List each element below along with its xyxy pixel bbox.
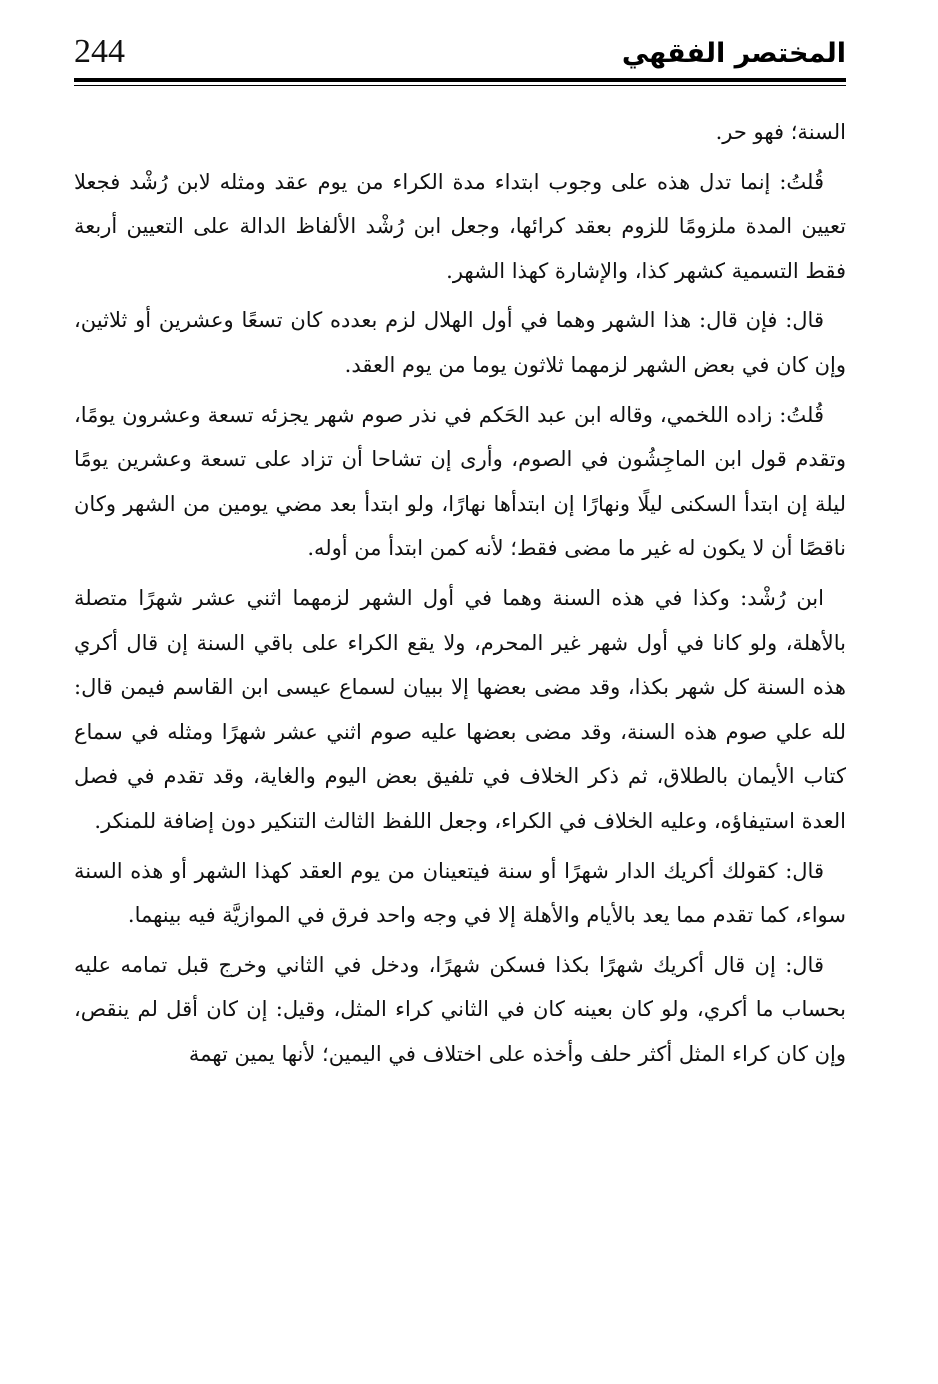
running-title: المختصر الفقهي — [621, 38, 846, 69]
header-rule-thick — [74, 78, 846, 82]
paragraph-4: قُلتُ: زاده اللخمي، وقاله ابن عبد الحَكم في نذر صوم شهر يجزئه تسعة وعشرون يومًا، وتقدم قول ابن الماجِشُون في الصوم، وأرى إن تشاحا أن تزاد على تسعة وعشرين يومًا ليلة إن ابتدأ السكنى ليلًا ونهارًا إن ابتدأها نهارًا، ولو ابتدأ بعد مضي يومين من الشهر وكان ناقصًا أن لا يكون له غير ما مضى فقط؛ لأنه كمن ابتدأ من أوله. — [74, 402, 846, 561]
paragraph-2: قُلتُ: إنما تدل هذه على وجوب ابتداء مدة الكراء من يوم عقد ومثله لابن رُشْد فجعلا تعيين المدة ملزومًا للزوم بعقد كرائها، وجعل ابن رُشْد الألفاظ الدالة على التعيين أربعة فقط التسمية كشهر كذا، والإشارة كهذا الشهر. — [74, 169, 846, 283]
paragraph-5: ابن رُشْد: وكذا في هذه السنة وهما في أول الشهر لزمهما اثني عشر شهرًا متصلة بالأهلة، ولو كانا في أول شهر غير المحرم، ولا يقع الكراء على باقي السنة إن قال أكري هذه السنة كل شهر بكذا، وقد مضى بعضها إلا ببيان لسماع عيسى ابن القاسم فيمن قال: لله علي صوم هذه السنة، وقد مضى بعضها عليه صوم اثني عشر شهرًا ومثله في سماع كتاب الأيمان بالطلاق، ثم ذكر الخلاف في تلفيق بعض اليوم والغاية، وقد تقدم في فصل العدة استيفاؤه، وعليه الخلاف في الكراء، وجعل اللفظ الثالث التنكير دون إضافة للمنكر. — [74, 585, 846, 833]
page-header — [74, 32, 846, 88]
header-rule-thin — [74, 85, 846, 86]
paragraph-1: السنة؛ فهو حر. — [715, 120, 846, 144]
body-text — [74, 110, 846, 1081]
paragraph-7: قال: إن قال أكريك شهرًا بكذا فسكن شهرًا، ودخل في الثاني وخرج قبل تمامه عليه بحساب ما أكري، ولو كان بعينه كان في الثاني كراء المثل، وقيل: إن كان أقل لم ينقص، وإن كان كراء المثل أكثر حلف وأخذه على اختلاف في اليمين؛ لأنها يمين تهمة — [74, 952, 846, 1066]
paragraph-3: قال: فإن قال: هذا الشهر وهما في أول الهلال لزم بعدده كان تسعًا وعشرين أو ثلاثين، وإن كان في بعض الشهر لزمهما ثلاثون يوما من يوم العقد. — [74, 308, 846, 377]
page-number: 244 — [74, 33, 125, 70]
paragraph-6: قال: كقولك أكريك الدار شهرًا أو سنة فيتعينان من يوم العقد كهذا الشهر أو هذه السنة سواء، كما تقدم مما يعد بالأيام والأهلة إلا في وجه واحد فرق في الموازيَّة فيه بينهما. — [74, 858, 846, 928]
